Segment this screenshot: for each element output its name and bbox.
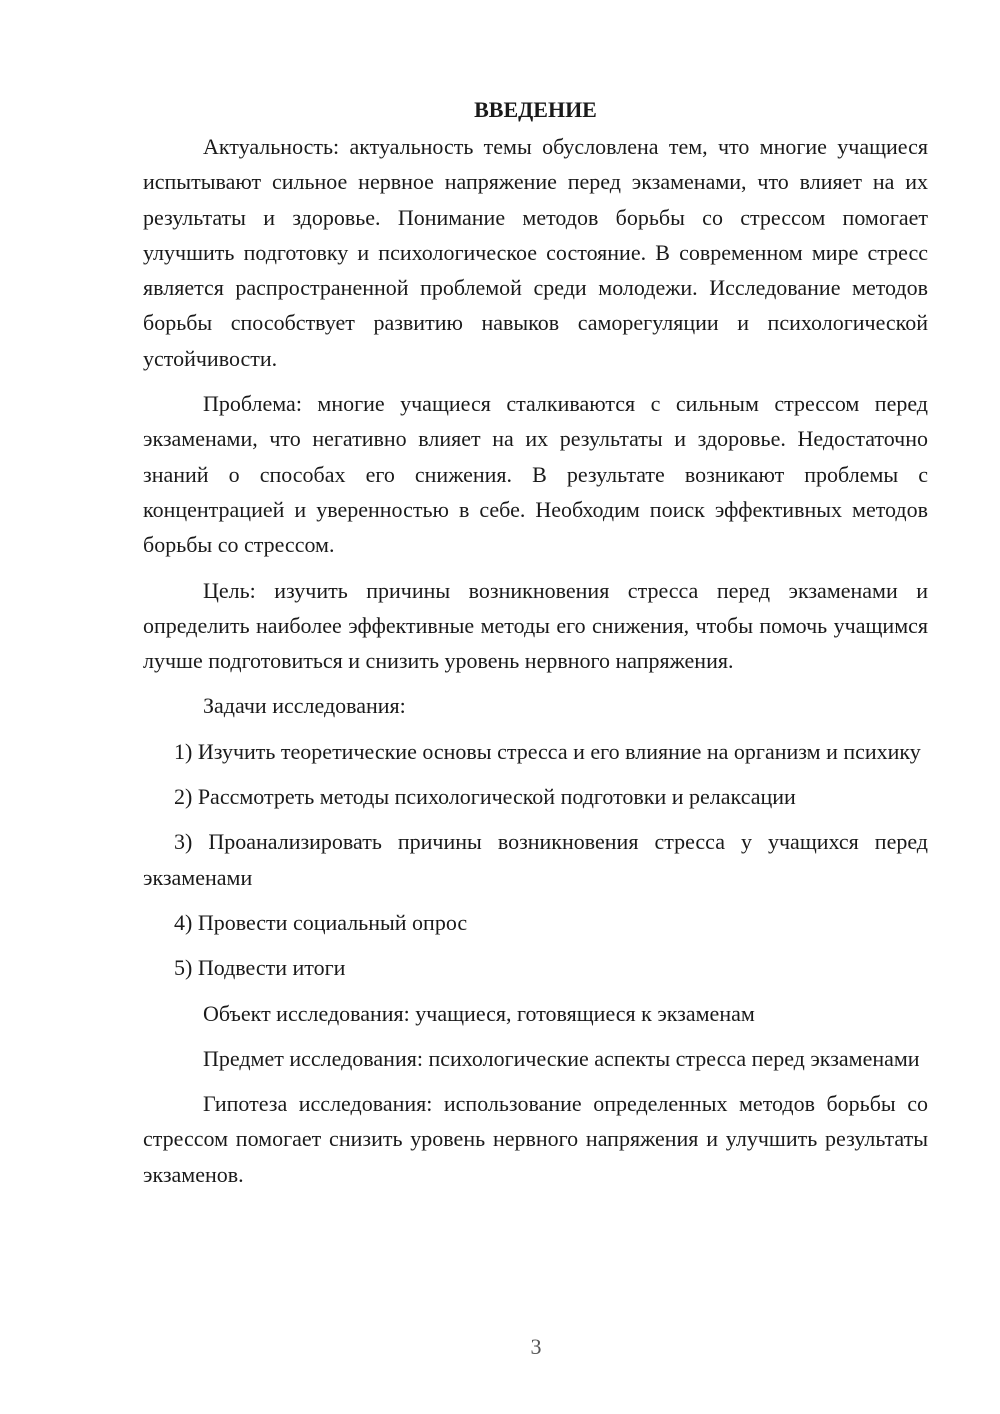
task-item-2: 2) Рассмотреть методы психологической подготовки и релаксации [174, 784, 796, 810]
research-subject: Предмет исследования: психологические аспекты стресса перед экзаменами [203, 1045, 920, 1071]
section-title: ВВЕДЕНИЕ [474, 97, 597, 122]
research-object: Объект исследования: учащиеся, готовящиеся к экзаменам [203, 1000, 755, 1026]
tasks-heading: Задачи исследования: [203, 693, 406, 719]
document-page [143, 92, 928, 1202]
research-hypothesis: Гипотеза исследования: использование определенных методов борьбы со стрессом помогает снизить уровень нервного напряжения и улучшить результаты экзаменов. [143, 1091, 928, 1187]
task-item-5: 5) Подвести итоги [174, 955, 346, 981]
page-number: 3 [530, 1334, 542, 1359]
goal-paragraph: Цель: изучить причины возникновения стресса перед экзаменами и определить наиболее эффективные методы его снижения, чтобы помочь учащимся лучше подготовиться и снизить уровень нервного напряжения. [143, 577, 928, 674]
relevance-paragraph: Актуальность: актуальность темы обусловлена тем, что многие учащиеся испытывают сильное нервное напряжение перед экзаменами, что влияет на их результаты и здоровье. Понимание методов борьбы со стрессом помогает улучшить подготовку и психологическое состояние. В современном мире стресс является распространенной проблемой среди молодежи. Исследование методов борьбы способствует развитию навыков саморегуляции и психологической устойчивости. [143, 134, 928, 371]
task-item-1: 1) Изучить теоретические основы стресса и его влияние на организм и психику [174, 738, 921, 764]
task-item-3: 3) Проанализировать причины возникновения стресса у учащихся перед экзаменами [143, 829, 928, 890]
problem-paragraph: Проблема: многие учащиеся сталкиваются с сильным стрессом перед экзаменами, что негативно влияет на их результаты и здоровье. Недостаточно знаний о способах его снижения. В результате возникают проблемы с концентрацией и уверенностью в себе. Необходим поиск эффективных методов борьбы со стрессом. [143, 391, 928, 558]
task-item-4: 4) Провести социальный опрос [174, 909, 468, 935]
